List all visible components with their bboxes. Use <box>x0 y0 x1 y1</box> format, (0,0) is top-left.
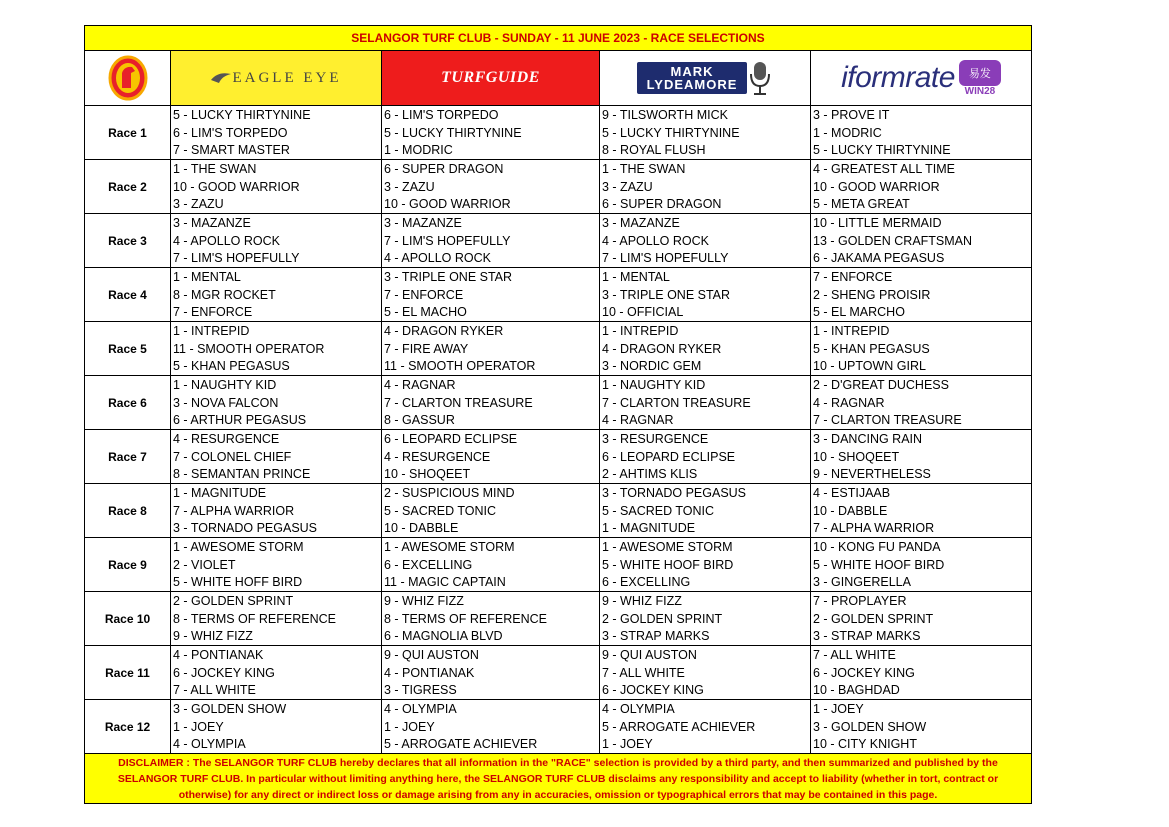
eagle-eye-picks <box>171 700 382 753</box>
pick-entry: 5 - KHAN PEGASUS <box>813 341 930 356</box>
turfguide-picks <box>382 376 600 429</box>
mark-lydeamore-picks <box>600 268 811 321</box>
eagle-eye-picks <box>171 538 382 591</box>
race-label: Race 2 <box>85 160 171 213</box>
race-row <box>85 322 1031 376</box>
pick-entry: 5 - LUCKY THIRTYNINE <box>602 125 740 140</box>
pick-entry: 11 - MAGIC CAPTAIN <box>384 575 506 590</box>
eagle-eye-picks <box>171 484 382 537</box>
pick-entry: 10 - GOOD WARRIOR <box>384 197 511 212</box>
pick-entry: 4 - OLYMPIA <box>173 737 246 752</box>
pick-entry: 7 - LIM'S HOPEFULLY <box>173 251 300 266</box>
pick-entry: 7 - FIRE AWAY <box>384 341 469 356</box>
pick-entry: 1 - THE SWAN <box>173 162 257 176</box>
pick-entry: 3 - ZAZU <box>384 179 435 194</box>
pick-entry: 6 - SUPER DRAGON <box>384 162 504 176</box>
mark-lydeamore-picks <box>600 484 811 537</box>
win28-cn-label: 易发 <box>968 67 991 80</box>
pick-entry: 7 - SMART MASTER <box>173 143 290 158</box>
pick-entry: 6 - MAGNOLIA BLVD <box>384 629 503 644</box>
pick-entry: 5 - EL MARCHO <box>813 305 905 320</box>
pick-entry: 8 - TERMS OF REFERENCE <box>384 611 547 626</box>
turfguide-picks <box>382 214 600 267</box>
pick-entry: 7 - ENFORCE <box>813 270 893 284</box>
win28-badge <box>959 60 1001 97</box>
pick-entry: 4 - APOLLO ROCK <box>602 233 709 248</box>
iformrate-picks <box>811 214 1031 267</box>
pick-entry: 3 - STRAP MARKS <box>813 629 921 644</box>
iformrate-picks <box>811 430 1031 483</box>
mark-lydeamore-logo <box>637 62 748 94</box>
pick-entry: 4 - RESURGENCE <box>173 432 280 446</box>
pick-entry: 9 - WHIZ FIZZ <box>173 629 253 644</box>
pick-entry: 9 - TILSWORTH MICK <box>602 108 728 122</box>
pick-entry: 6 - JAKAMA PEGASUS <box>813 251 945 266</box>
pick-entry: 9 - NEVERTHELESS <box>813 467 931 482</box>
pick-entry: 1 - AWESOME STORM <box>602 540 733 554</box>
iformrate-picks <box>811 700 1031 753</box>
pick-entry: 10 - DABBLE <box>813 503 888 518</box>
eagle-eye-picks <box>171 106 382 159</box>
pick-entry: 4 - GREATEST ALL TIME <box>813 162 955 176</box>
pick-entry: 1 - NAUGHTY KID <box>602 378 706 392</box>
pick-entry: 5 - KHAN PEGASUS <box>173 359 290 374</box>
pick-entry: 3 - TRIPLE ONE STAR <box>602 287 731 302</box>
pick-entry: 7 - COLONEL CHIEF <box>173 449 292 464</box>
race-row <box>85 376 1031 430</box>
pick-entry: 3 - GOLDEN SHOW <box>173 702 287 716</box>
eagle-eye-picks <box>171 214 382 267</box>
race-label: Race 7 <box>85 430 171 483</box>
pick-entry: 8 - SEMANTAN PRINCE <box>173 467 311 482</box>
pick-entry: 6 - LEOPARD ECLIPSE <box>602 449 736 464</box>
pick-entry: 10 - CITY KNIGHT <box>813 737 917 752</box>
pick-entry: 2 - SUSPICIOUS MIND <box>384 486 515 500</box>
eagle-eye-picks <box>171 646 382 699</box>
pick-entry: 10 - LITTLE MERMAID <box>813 216 942 230</box>
pick-entry: 1 - JOEY <box>602 737 653 752</box>
pick-entry: 3 - NORDIC GEM <box>602 359 702 374</box>
microphone-icon <box>747 58 773 98</box>
iformrate-picks <box>811 160 1031 213</box>
pick-entry: 10 - BAGHDAD <box>813 683 900 698</box>
pick-entry: 3 - TIGRESS <box>384 683 457 698</box>
pick-entry: 8 - ROYAL FLUSH <box>602 143 706 158</box>
pick-entry: 6 - ARTHUR PEGASUS <box>173 413 307 428</box>
pick-entry: 4 - RESURGENCE <box>384 449 491 464</box>
win28-horse-icon <box>959 60 1001 86</box>
turfguide-picks <box>382 322 600 375</box>
pick-entry: 5 - SACRED TONIC <box>602 503 715 518</box>
mark-logo-line2: LYDEAMORE <box>646 77 738 92</box>
pick-entry: 6 - LIM'S TORPEDO <box>384 108 499 122</box>
pick-entry: 1 - INTREPID <box>173 324 250 338</box>
race-label: Race 1 <box>85 106 171 159</box>
stc-logo-cell <box>85 51 171 105</box>
stc-horse-logo-icon <box>108 55 148 101</box>
race-row <box>85 268 1031 322</box>
pick-entry: 5 - LUCKY THIRTYNINE <box>384 125 522 140</box>
race-row <box>85 538 1031 592</box>
pick-entry: 4 - ESTIJAAB <box>813 486 891 500</box>
pick-entry: 7 - ALPHA WARRIOR <box>813 521 935 536</box>
pick-entry: 7 - ALL WHITE <box>813 648 896 662</box>
pick-entry: 9 - QUI AUSTON <box>602 648 697 662</box>
turfguide-picks <box>382 538 600 591</box>
pick-entry: 6 - LEOPARD ECLIPSE <box>384 432 518 446</box>
turfguide-logo-cell <box>382 51 600 105</box>
mark-lydeamore-picks <box>600 592 811 645</box>
pick-entry: 5 - EL MACHO <box>384 305 467 320</box>
pick-entry: 3 - MAZANZE <box>384 216 462 230</box>
eagle-eye-picks <box>171 322 382 375</box>
pick-entry: 9 - WHIZ FIZZ <box>384 594 464 608</box>
race-row <box>85 106 1031 160</box>
turfguide-picks <box>382 160 600 213</box>
pick-entry: 1 - MAGNITUDE <box>173 486 267 500</box>
pick-entry: 7 - ALPHA WARRIOR <box>173 503 295 518</box>
mark-lydeamore-picks <box>600 106 811 159</box>
pick-entry: 7 - ALL WHITE <box>602 665 685 680</box>
pick-entry: 2 - VIOLET <box>173 557 236 572</box>
pick-entry: 4 - APOLLO ROCK <box>384 251 491 266</box>
race-label: Race 12 <box>85 700 171 753</box>
pick-entry: 6 - JOCKEY KING <box>813 665 915 680</box>
pick-entry: 3 - MAZANZE <box>602 216 680 230</box>
pick-entry: 7 - LIM'S HOPEFULLY <box>384 233 511 248</box>
pick-entry: 1 - JOEY <box>813 702 864 716</box>
mark-lydeamore-picks <box>600 214 811 267</box>
race-row <box>85 484 1031 538</box>
pick-entry: 2 - GOLDEN SPRINT <box>173 594 294 608</box>
turfguide-picks <box>382 646 600 699</box>
iformrate-picks <box>811 322 1031 375</box>
mark-lydeamore-picks <box>600 700 811 753</box>
pick-entry: 2 - D'GREAT DUCHESS <box>813 378 949 392</box>
pick-entry: 7 - CLARTON TREASURE <box>813 413 962 428</box>
pick-entry: 4 - DRAGON RYKER <box>602 341 722 356</box>
pick-entry: 3 - STRAP MARKS <box>602 629 710 644</box>
pick-entry: 1 - MENTAL <box>602 270 670 284</box>
eagle-eye-logo: EAGLE EYE <box>232 69 342 86</box>
race-label: Race 8 <box>85 484 171 537</box>
race-row <box>85 214 1031 268</box>
selections-sheet <box>84 25 1032 804</box>
pick-entry: 5 - ARROGATE ACHIEVER <box>384 737 538 752</box>
mark-lydeamore-logo-cell <box>600 51 811 105</box>
pick-entry: 4 - RAGNAR <box>813 395 885 410</box>
race-label: Race 4 <box>85 268 171 321</box>
eagle-eye-picks <box>171 592 382 645</box>
pick-entry: 3 - RESURGENCE <box>602 432 709 446</box>
pick-entry: 4 - OLYMPIA <box>602 702 675 716</box>
sheet-title: SELANGOR TURF CLUB - SUNDAY - 11 JUNE 2023 - RACE SELECTIONS <box>85 26 1031 51</box>
pick-entry: 5 - ARROGATE ACHIEVER <box>602 719 756 734</box>
pick-entry: 6 - EXCELLING <box>384 557 473 572</box>
race-row <box>85 592 1031 646</box>
mark-lydeamore-picks <box>600 322 811 375</box>
pick-entry: 7 - ENFORCE <box>173 305 253 320</box>
pick-entry: 6 - JOCKEY KING <box>602 683 704 698</box>
pick-entry: 10 - SHOQEET <box>813 449 900 464</box>
pick-entry: 10 - GOOD WARRIOR <box>813 179 940 194</box>
pick-entry: 1 - INTREPID <box>813 324 890 338</box>
pick-entry: 13 - GOLDEN CRAFTSMAN <box>813 233 973 248</box>
pick-entry: 10 - OFFICIAL <box>602 305 684 320</box>
iformrate-picks <box>811 538 1031 591</box>
turfguide-picks <box>382 430 600 483</box>
pick-entry: 2 - GOLDEN SPRINT <box>602 611 723 626</box>
pick-entry: 3 - TORNADO PEGASUS <box>602 486 747 500</box>
pick-entry: 3 - ZAZU <box>173 197 224 212</box>
pick-entry: 1 - THE SWAN <box>602 162 686 176</box>
iformrate-picks <box>811 646 1031 699</box>
race-label: Race 6 <box>85 376 171 429</box>
race-label: Race 11 <box>85 646 171 699</box>
pick-entry: 1 - MENTAL <box>173 270 241 284</box>
iformrate-logo-cell <box>811 51 1031 105</box>
pick-entry: 3 - TORNADO PEGASUS <box>173 521 318 536</box>
pick-entry: 10 - KONG FU PANDA <box>813 540 941 554</box>
eagle-eye-picks <box>171 430 382 483</box>
mark-logo-line1: MARK <box>670 64 714 79</box>
pick-entry: 1 - INTREPID <box>602 324 679 338</box>
pick-entry: 9 - WHIZ FIZZ <box>602 594 682 608</box>
race-row <box>85 700 1031 754</box>
pick-entry: 4 - RAGNAR <box>602 413 674 428</box>
race-table <box>85 106 1031 754</box>
pick-entry: 7 - CLARTON TREASURE <box>602 395 751 410</box>
pick-entry: 4 - RAGNAR <box>384 378 456 392</box>
pick-entry: 2 - GOLDEN SPRINT <box>813 611 934 626</box>
pick-entry: 1 - MAGNITUDE <box>602 521 696 536</box>
pick-entry: 4 - DRAGON RYKER <box>384 324 504 338</box>
pick-entry: 5 - LUCKY THIRTYNINE <box>173 108 311 122</box>
pick-entry: 8 - TERMS OF REFERENCE <box>173 611 336 626</box>
pick-entry: 5 - WHITE HOOF BIRD <box>813 557 945 572</box>
pick-entry: 10 - DABBLE <box>384 521 459 536</box>
pick-entry: 5 - META GREAT <box>813 197 910 212</box>
pick-entry: 6 - SUPER DRAGON <box>602 197 722 212</box>
eagle-wing-icon <box>210 70 232 86</box>
pick-entry: 7 - ENFORCE <box>384 287 464 302</box>
pick-entry: 4 - PONTIANAK <box>384 665 475 680</box>
pick-entry: 11 - SMOOTH OPERATOR <box>173 341 325 356</box>
mark-lydeamore-picks <box>600 538 811 591</box>
pick-entry: 7 - LIM'S HOPEFULLY <box>602 251 729 266</box>
pick-entry: 10 - SHOQEET <box>384 467 471 482</box>
pick-entry: 3 - ZAZU <box>602 179 653 194</box>
tipster-logo-row <box>85 51 1031 106</box>
turfguide-picks <box>382 268 600 321</box>
pick-entry: 3 - GOLDEN SHOW <box>813 719 927 734</box>
pick-entry: 5 - LUCKY THIRTYNINE <box>813 143 951 158</box>
race-label: Race 3 <box>85 214 171 267</box>
pick-entry: 1 - AWESOME STORM <box>384 540 515 554</box>
pick-entry: 3 - NOVA FALCON <box>173 395 279 410</box>
pick-entry: 1 - MODRIC <box>813 125 882 140</box>
pick-entry: 6 - JOCKEY KING <box>173 665 275 680</box>
race-label: Race 9 <box>85 538 171 591</box>
iformrate-picks <box>811 376 1031 429</box>
iformrate-picks <box>811 268 1031 321</box>
pick-entry: 2 - AHTIMS KLIS <box>602 467 698 482</box>
race-label: Race 5 <box>85 322 171 375</box>
mark-lydeamore-picks <box>600 376 811 429</box>
eagle-eye-picks <box>171 160 382 213</box>
turfguide-picks <box>382 592 600 645</box>
eagle-eye-logo-cell <box>171 51 382 105</box>
turfguide-picks <box>382 700 600 753</box>
pick-entry: 8 - GASSUR <box>384 413 455 428</box>
pick-entry: 1 - MODRIC <box>384 143 453 158</box>
pick-entry: 3 - GINGERELLA <box>813 575 911 590</box>
pick-entry: 5 - WHITE HOOF BIRD <box>602 557 734 572</box>
pick-entry: 1 - AWESOME STORM <box>173 540 304 554</box>
pick-entry: 1 - JOEY <box>384 719 435 734</box>
iformrate-picks <box>811 484 1031 537</box>
race-row <box>85 646 1031 700</box>
eagle-eye-picks <box>171 376 382 429</box>
pick-entry: 9 - QUI AUSTON <box>384 648 479 662</box>
pick-entry: 5 - SACRED TONIC <box>384 503 497 518</box>
eagle-eye-picks <box>171 268 382 321</box>
pick-entry: 1 - NAUGHTY KID <box>173 378 277 392</box>
pick-entry: 7 - PROPLAYER <box>813 594 907 608</box>
pick-entry: 7 - CLARTON TREASURE <box>384 395 533 410</box>
win28-label: WIN28 <box>964 85 996 97</box>
pick-entry: 4 - PONTIANAK <box>173 648 264 662</box>
race-row <box>85 430 1031 484</box>
pick-entry: 4 - OLYMPIA <box>384 702 457 716</box>
iformrate-logo: iformrate <box>841 61 955 94</box>
mark-lydeamore-picks <box>600 160 811 213</box>
pick-entry: 10 - UPTOWN GIRL <box>813 359 926 374</box>
race-label: Race 10 <box>85 592 171 645</box>
pick-entry: 7 - ALL WHITE <box>173 683 256 698</box>
pick-entry: 3 - DANCING RAIN <box>813 432 923 446</box>
race-row <box>85 160 1031 214</box>
pick-entry: 6 - LIM'S TORPEDO <box>173 125 288 140</box>
pick-entry: 6 - EXCELLING <box>602 575 691 590</box>
turfguide-picks <box>382 106 600 159</box>
turfguide-picks <box>382 484 600 537</box>
mark-lydeamore-picks <box>600 646 811 699</box>
disclaimer: DISCLAIMER : The SELANGOR TURF CLUB hereby declares that all information in the "RACE" selection is provided by a third party, and then summarized and published by the SELANGOR TURF CLUB. In particular without limiting anything here, the SELANGOR TURF CLUB disclaims any responsibility and accept to liability (whether in tort, contract or otherwise) for any direct or indirect loss or damage arising from any in accuracies, omission or typographical errors that may be contained in this page. <box>85 754 1031 803</box>
turfguide-logo: TURFGUIDE <box>441 69 540 86</box>
iformrate-picks <box>811 106 1031 159</box>
pick-entry: 3 - TRIPLE ONE STAR <box>384 270 513 284</box>
pick-entry: 3 - PROVE IT <box>813 108 890 122</box>
pick-entry: 5 - WHITE HOFF BIRD <box>173 575 303 590</box>
pick-entry: 11 - SMOOTH OPERATOR <box>384 359 536 374</box>
pick-entry: 2 - SHENG PROISIR <box>813 287 931 302</box>
pick-entry: 1 - JOEY <box>173 719 224 734</box>
mark-lydeamore-picks <box>600 430 811 483</box>
pick-entry: 8 - MGR ROCKET <box>173 287 276 302</box>
pick-entry: 10 - GOOD WARRIOR <box>173 179 300 194</box>
pick-entry: 4 - APOLLO ROCK <box>173 233 280 248</box>
iformrate-picks <box>811 592 1031 645</box>
pick-entry: 3 - MAZANZE <box>173 216 251 230</box>
